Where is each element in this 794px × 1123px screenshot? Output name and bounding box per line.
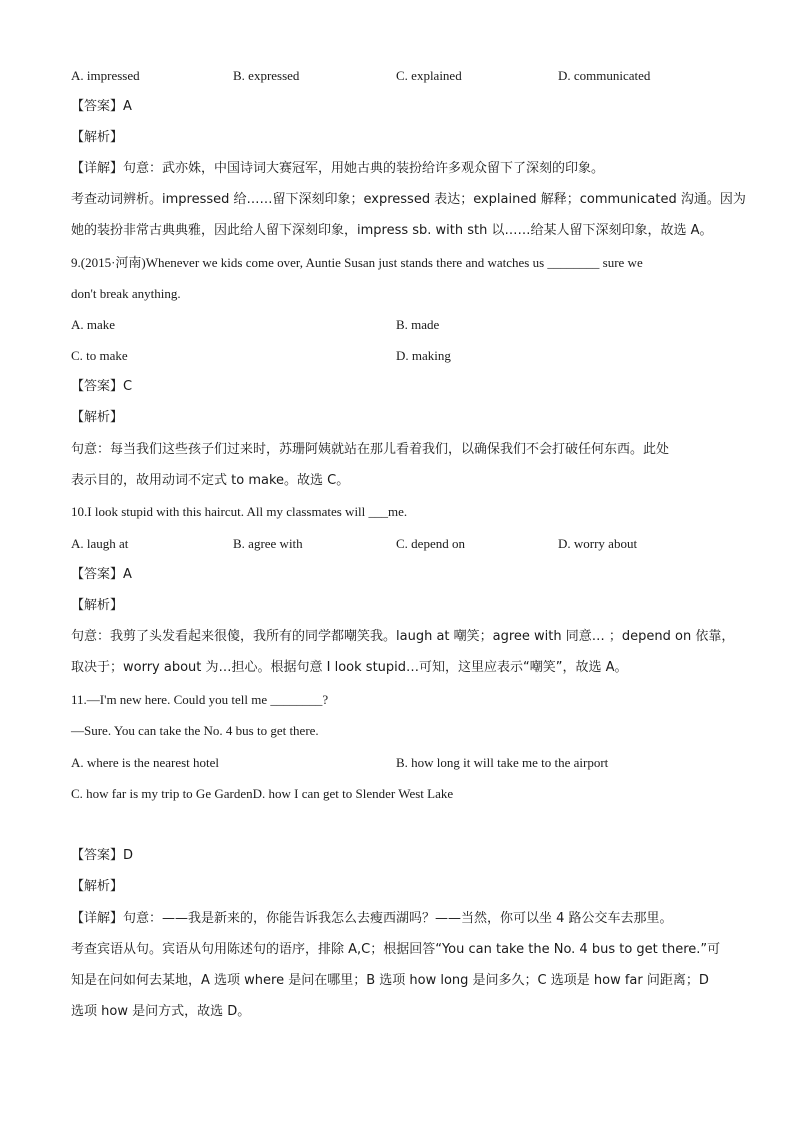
q10-detail-line-1: 句意：我剪了头发看起来很傻，我所有的同学都嘲笑我。laugh at 嘲笑；agree with 同意… ；depend on 依靠，	[71, 629, 735, 644]
q8-option-a: A. impressed	[71, 68, 140, 83]
q8-answer: 【答案】A	[71, 99, 132, 114]
q8-option-c: C. explained	[396, 68, 462, 83]
q9-option-c: C. to make	[71, 348, 128, 363]
q9-detail-line-1: 句意：每当我们这些孩子们过来时，苏珊阿姨就站在那儿看着我们，以确保我们不会打破任何东西。此处	[71, 442, 670, 457]
q10-option-c: C. depend on	[396, 536, 465, 551]
q10-option-a: A. laugh at	[71, 536, 129, 551]
q9-option-d: D. making	[396, 348, 451, 363]
q11-detail-line-2: 考查宾语从句。宾语从句用陈述句的语序，排除 A,C；根据回答“You can take the No. 4 bus to get there.”可	[71, 942, 721, 957]
q9-option-a: A. make	[71, 317, 116, 332]
q9-detail-line-2: 表示目的，故用动词不定式 to make。故选 C。	[71, 473, 350, 488]
q11-option-b: B. how long it will take me to the airport	[396, 755, 609, 770]
q8-detail-line-3: 她的装扮非常古典典雅，因此给人留下深刻印象，impress sb. with sth 以……给某人留下深刻印象，故选 A。	[71, 223, 713, 238]
q11-answer: 【答案】D	[71, 848, 134, 863]
q8-analysis-heading: 【解析】	[71, 130, 124, 145]
q8-detail-line-2: 考查动词辨析。impressed 给……留下深刻印象；expressed 表达；explained 解释；communicated 沟通。因为	[71, 192, 746, 207]
q11-stem-line-1: 11.—I'm new here. Could you tell me ________?	[71, 692, 329, 707]
q11-analysis-heading: 【解析】	[71, 879, 124, 894]
q8-detail-line-1: 【详解】句意：武亦姝，中国诗词大赛冠军，用她古典的装扮给许多观众留下了深刻的印象。	[71, 161, 605, 176]
q11-detail-line-1: 【详解】句意：——我是新来的，你能告诉我怎么去瘦西湖吗？——当然，你可以坐 4 路公交车去那里。	[71, 911, 673, 926]
q9-stem-line-2: don't break anything.	[71, 286, 181, 301]
q11-detail-line-3: 知是在问如何去某地，A 选项 where 是问在哪里；B 选项 how long 是问多久；C 选项是 how far 问距离；D	[71, 973, 709, 988]
q10-option-d: D. worry about	[558, 536, 638, 551]
q9-stem-line-1: 9.(2015·河南)Whenever we kids come over, Auntie Susan just stands there and watches us ________ sure we	[71, 255, 643, 270]
q10-answer: 【答案】A	[71, 567, 132, 582]
q9-option-b: B. made	[396, 317, 440, 332]
q9-answer: 【答案】C	[71, 379, 133, 394]
q8-option-d: D. communicated	[558, 68, 651, 83]
q11-option-c-d: C. how far is my trip to Ge GardenD. how I can get to Slender West Lake	[71, 786, 454, 801]
q10-stem: 10.I look stupid with this haircut. All my classmates will ___me.	[71, 504, 408, 519]
q10-analysis-heading: 【解析】	[71, 598, 124, 613]
q10-option-b: B. agree with	[233, 536, 303, 551]
q11-stem-line-2: —Sure. You can take the No. 4 bus to get there.	[71, 723, 319, 738]
q11-detail-line-4: 选项 how 是问方式，故选 D。	[71, 1004, 251, 1019]
q10-detail-line-2: 取决于；worry about 为…担心。根据句意 I look stupid…可知，这里应表示“嘲笑”，故选 A。	[71, 660, 628, 675]
q11-option-a: A. where is the nearest hotel	[71, 755, 220, 770]
q9-analysis-heading: 【解析】	[71, 410, 124, 425]
q8-option-b: B. expressed	[233, 68, 300, 83]
